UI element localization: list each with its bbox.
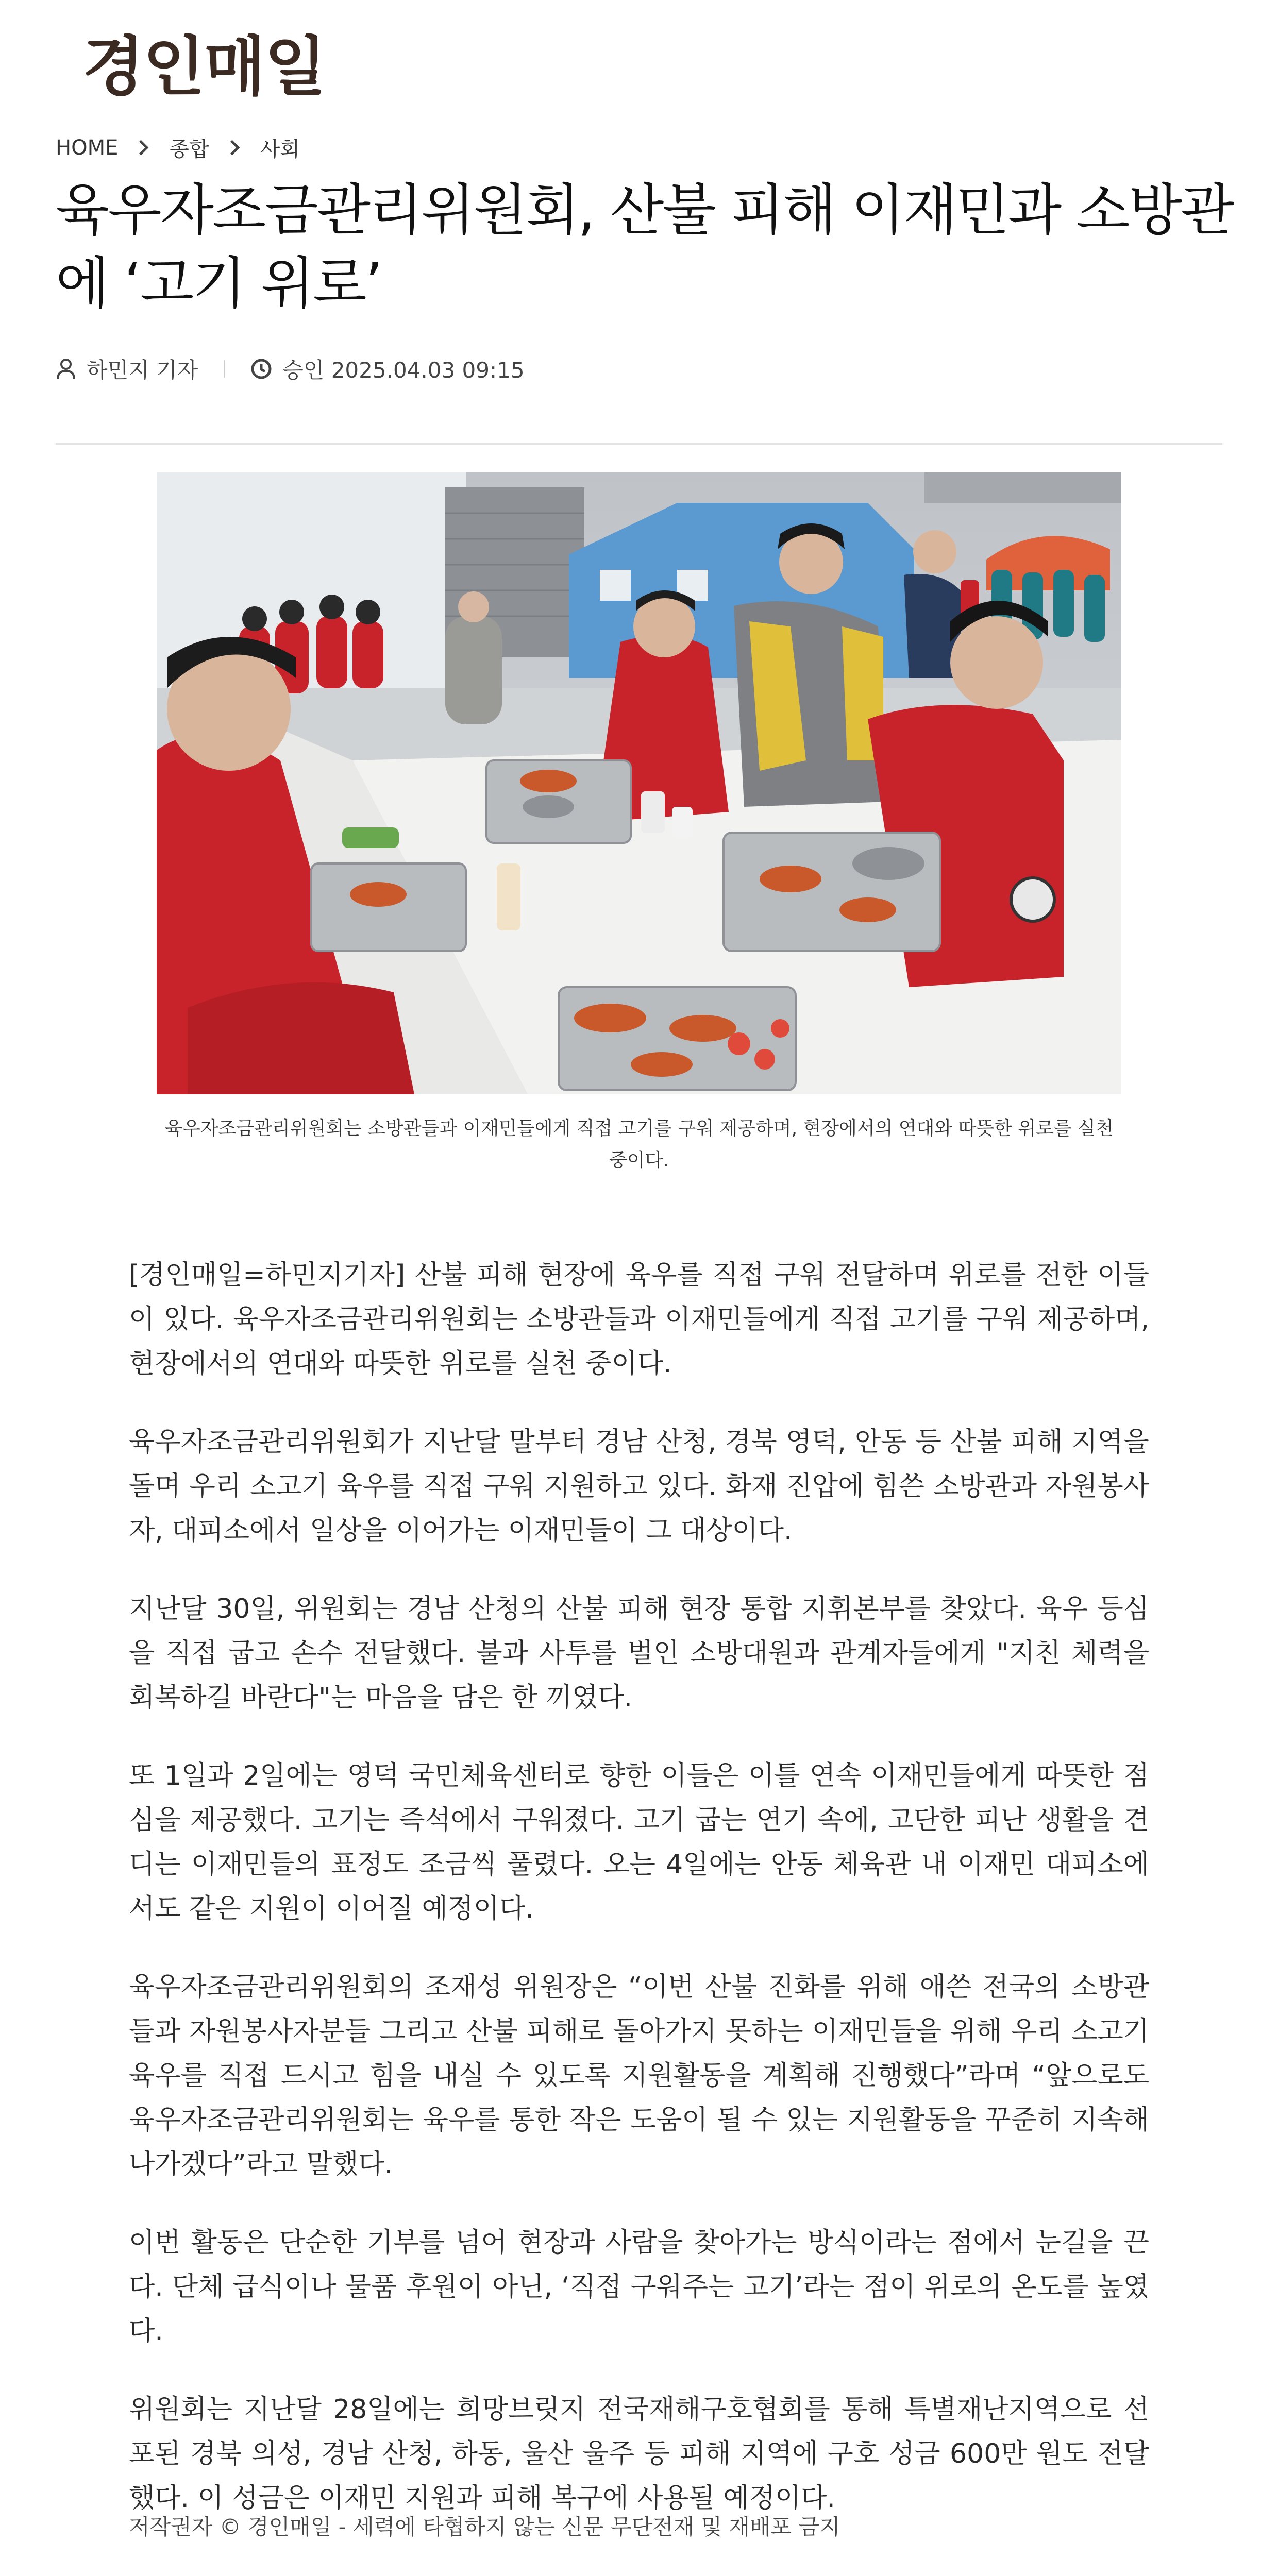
article-paragraph: 또 1일과 2일에는 영덕 국민체육센터로 향한 이들은 이틀 연속 이재민들에게 따뜻한 점심을 제공했다. 고기는 즉석에서 구워졌다. 고기 굽는 연기 속에, 고단한 피난 생활을 견디는 이재민들의 표정도 조금씩 풀렸다. 오는 4일에는 안동 체육관 내 이재민 대피소에서도 같은 지원이 이어질 예정이다.	[129, 1760, 1149, 1924]
header-divider	[56, 443, 1222, 445]
article-paragraph: [경인매일=하민지기자] 산불 피해 현장에 육우를 직접 구워 전달하며 위로를 전한 이들이 있다. 육우자조금관리위원회는 소방관들과 이재민들에게 직접 고기를 구워 제공하며, 현장에서의 연대와 따뜻한 위로를 실천 중이다.	[129, 1260, 1149, 1379]
article-paragraph: 육우자조금관리위원회가 지난달 말부터 경남 산청, 경북 영덕, 안동 등 산불 피해 지역을 돌며 우리 소고기 육우를 직접 구워 지원하고 있다. 화재 진압에 힘쓴 소방관과 자원봉사자, 대피소에서 일상을 이어가는 이재민들이 그 대상이다.	[129, 1427, 1149, 1546]
meta-divider	[224, 360, 225, 378]
article-paragraph: 위원회는 지난달 28일에는 희망브릿지 전국재해구호협회를 통해 특별재난지역으로 선포된 경북 의성, 경남 산청, 하동, 울산 울주 등 피해 지역에 구호 성금 600만 원도 전달했다. 이 성금은 이재민 지원과 피해 복구에 사용될 예정이다.	[129, 2394, 1149, 2514]
article-title: 육우자조금관리위원회, 산불 피해 이재민과 소방관에 ‘고기 위로’	[56, 178, 1233, 316]
article-meta	[56, 353, 525, 384]
person-icon	[56, 358, 76, 380]
chevron-right-icon	[224, 140, 240, 156]
clock-icon	[250, 358, 272, 380]
breadcrumb-subsection[interactable]: 사회	[260, 138, 300, 161]
article-paragraph: 육우자조금관리위원회의 조재성 위원장은 “이번 산불 진화를 위해 애쓴 전국의 소방관들과 자원봉사자분들 그리고 산불 피해로 돌아가지 못하는 이재민들을 위해 우리 소고기 육우를 직접 드시고 힘을 내실 수 있도록 지원활동을 계획해 진행했다”라며 “앞으로도 육우자조금관리위원회는 육우를 통한 작은 도움이 될 수 있는 지원활동을 꾸준히 지속해 나가겠다”라고 말했다.	[129, 1972, 1149, 2180]
approved-date: 승인 2025.04.03 09:15	[282, 358, 525, 383]
article-photo[interactable]	[157, 472, 1121, 1094]
breadcrumb-home[interactable]: HOME	[56, 135, 119, 160]
article-paragraph: 지난달 30일, 위원회는 경남 산청의 산불 피해 현장 통합 지휘본부를 찾았다. 육우 등심을 직접 굽고 손수 전달했다. 불과 사투를 벌인 소방대원과 관계자들에게 "지친 체력을 회복하길 바란다"는 마음을 담은 한 끼였다.	[129, 1594, 1149, 1713]
chevron-right-icon	[133, 140, 149, 156]
site-logo[interactable]: 경인매일	[82, 30, 326, 104]
breadcrumb-section[interactable]: 종합	[169, 138, 209, 161]
reporter-name[interactable]: 하민지 기자	[87, 358, 198, 383]
photo-illustration	[157, 472, 1121, 1094]
photo-caption: 육우자조금관리위원회는 소방관들과 이재민들에게 직접 고기를 구워 제공하며, 현장에서의 연대와 따뜻한 위로를 실천 중이다.	[164, 1118, 1114, 1171]
breadcrumb	[56, 133, 300, 162]
article-paragraph: 이번 활동은 단순한 기부를 넘어 현장과 사람을 찾아가는 방식이라는 점에서 눈길을 끈다. 단체 급식이나 물품 후원이 아닌, ‘직접 구워주는 고기’라는 점이 위로의 온도를 높였다.	[129, 2227, 1149, 2347]
copyright-notice: 저작권자 © 경인매일 - 세력에 타협하지 않는 신문 무단전재 및 재배포 금지	[129, 2514, 840, 2539]
article-body	[129, 1253, 1149, 2554]
